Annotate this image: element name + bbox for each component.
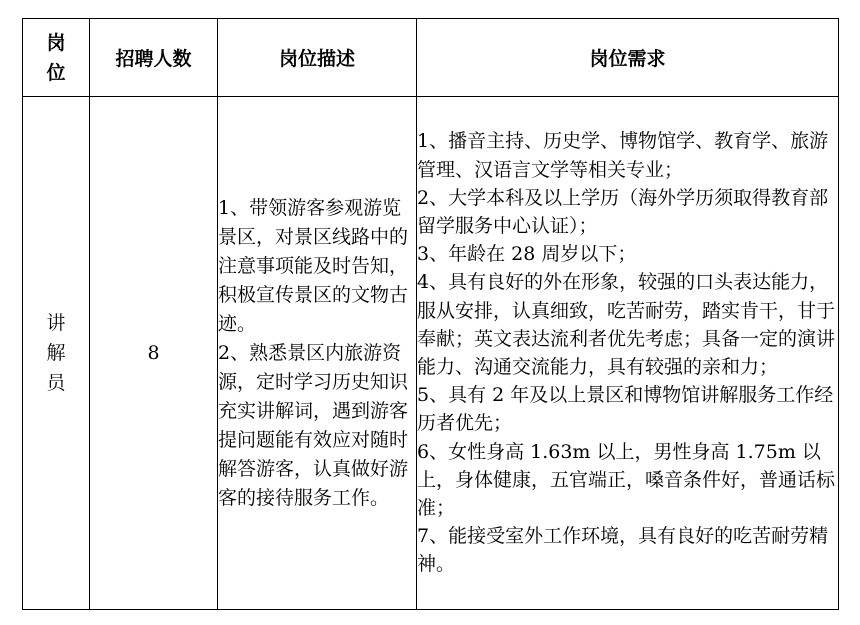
header-position-char: 位 — [46, 61, 66, 84]
header-position-char: 岗 — [46, 31, 66, 54]
requirement-item: 4、具有良好的外在形象，较强的口头表达能力，服从安排，认真细致，吃苦耐劳，踏实肯干，甘于奉献；英文表达流利者优先考虑；具备一定的演讲能力、沟通交流能力，具有较强的亲和力； — [417, 271, 836, 378]
position-char: 解 — [46, 342, 66, 364]
requirement-item: 7、能接受室外工作环境，具有良好的吃苦耐劳精神。 — [417, 525, 829, 576]
cell-description — [218, 97, 417, 610]
cell-count: 8 — [90, 97, 218, 610]
job-table — [22, 18, 839, 610]
description-item: 2、熟悉景区内旅游资源，定时学习历史知识充实讲解词，遇到游客提问题能有效应对随时解答游客，认真做好游客的接待服务工作。 — [218, 341, 409, 509]
table-header-row — [23, 19, 839, 97]
position-char: 员 — [46, 372, 66, 394]
requirement-item: 3、年龄在 28 周岁以下； — [417, 243, 637, 266]
header-position — [23, 19, 90, 97]
requirement-item: 6、女性身高 1.63m 以上，男性身高 1.75m 以上，身体健康，五官端正，嗓音条件好，普通话标准； — [417, 440, 836, 520]
position-char: 讲 — [46, 312, 66, 334]
requirement-item: 1、播音主持、历史学、博物馆学、教育学、旅游管理、汉语言文学等相关专业； — [417, 130, 829, 181]
table-row — [23, 97, 839, 610]
description-item: 1、带领游客参观游览景区，对景区线路中的注意事项能及时告知，积极宣传景区的文物古迹。 — [218, 196, 409, 335]
cell-requirements — [417, 97, 839, 610]
requirement-item: 5、具有 2 年及以上景区和博物馆讲解服务工作经历者优先； — [417, 384, 834, 435]
header-requirements: 岗位需求 — [417, 19, 839, 97]
cell-position — [23, 97, 90, 610]
requirement-item: 2、大学本科及以上学历（海外学历须取得教育部留学服务中心认证）； — [417, 186, 829, 237]
header-count: 招聘人数 — [90, 19, 218, 97]
header-description: 岗位描述 — [218, 19, 417, 97]
